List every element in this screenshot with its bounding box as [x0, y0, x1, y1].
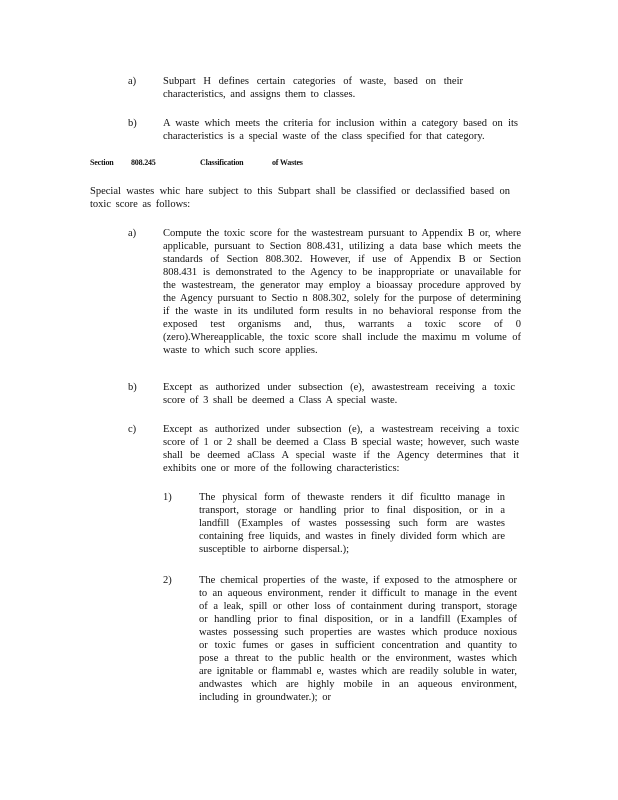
- intro-item-a-text: Subpart H defines certain categories of waste, based on their characteristics, and assigns them to classes.: [163, 76, 463, 100]
- section-number: 808.245: [131, 158, 156, 167]
- intro-item-a-label: a): [128, 76, 137, 87]
- item-c-label: c): [128, 424, 137, 435]
- section-label: Section: [90, 158, 114, 167]
- intro-paragraph: Special wastes whic hare subject to this Subpart shall be classified or declassified based on toxic score as follows:: [90, 186, 510, 210]
- item-a-label: a): [128, 228, 137, 239]
- subitem-2-label: 2): [163, 575, 172, 586]
- item-c-text: Except as authorized under subsection (e), a wastestream receiving a toxic score of 1 or 2 shall be deemed a Class B special waste; however, such waste shall be deemed aClass A special waste if the Agency determines that it exhibits one or more of the following characteristics:: [163, 424, 519, 474]
- item-b-text: Except as authorized under subsection (e), awastestream receiving a toxic score of 3 shall be deemed a Class A special waste.: [163, 382, 515, 406]
- item-b-label: b): [128, 382, 137, 393]
- intro-item-b-label: b): [128, 118, 137, 129]
- subitem-2-text: The chemical properties of the waste, if exposed to the atmosphere or to an aqueous environment, render it difficult to manage in the event of a leak, spill or other loss of containment during transport, storage or handling prior to final disposition, or in a landfill (Examples of wastes possessing such properties are wastes which produce noxious or toxic fumes or gases in sufficient concentration and quantity to pose a threat to the public health or the environment, wastes which are ignitable or flammabl e, wastes which are readily soluble in water, andwastes which are highly mobile in an aqueous environment, including in groundwater.); or: [199, 575, 517, 703]
- item-a-text: Compute the toxic score for the wastestream pursuant to Appendix B or, where applicable, pursuant to Section 808.431, utilizing a data base which meets the standards of Section 808.302. However, if use of Appendix B or Section 808.431 is demonstrated to the Agency to be inappropriate or unavailable for the wastestream, the generator may employ a bioassay procedure approved by the Agency pursuant to Sectio n 808.302, solely for the purpose of determining if the waste in its undiluted form results in no behavioral response from the exposed test organisms and, thus, warrants a toxic score of 0 (zero).Whereapplicable, the toxic score shall include the maximu m volume of waste to which such score applies.: [163, 228, 521, 356]
- section-title-part2: of Wastes: [272, 158, 303, 167]
- subitem-1-text: The physical form of thewaste renders it dif ficultto manage in transport, storage or handling prior to final disposition, or in a landfill (Examples of wastes possessing such form are wastes containing free liquids, and wastes in finely divided form which are susceptible to airborne dispersal.);: [199, 492, 505, 555]
- subitem-1-label: 1): [163, 492, 172, 503]
- section-title-part1: Classification: [200, 158, 244, 167]
- intro-item-b-text: A waste which meets the criteria for inclusion within a category based on its characteristics is a special waste of the class specified for that category.: [163, 118, 518, 142]
